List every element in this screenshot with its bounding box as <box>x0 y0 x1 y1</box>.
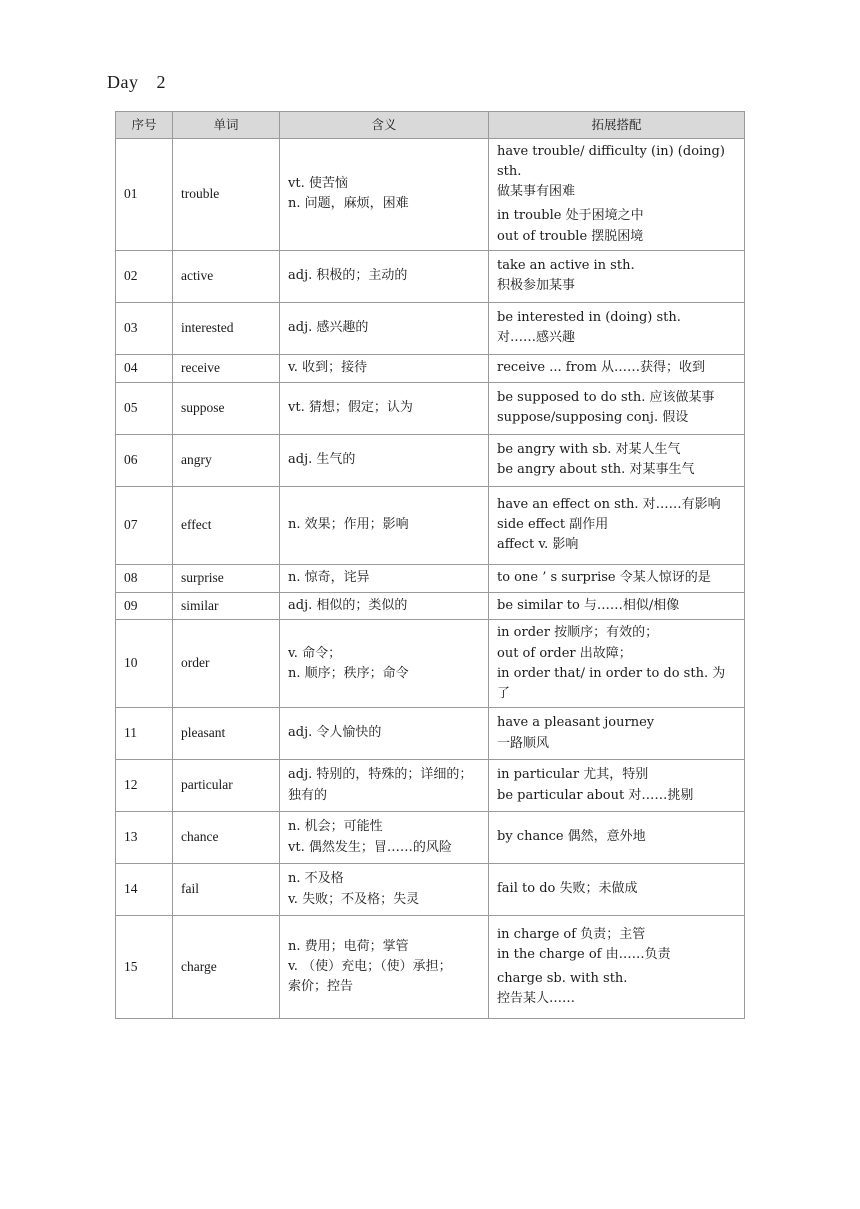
row-expansion <box>489 250 745 302</box>
row-word: receive <box>173 354 280 382</box>
row-meaning <box>280 916 489 1019</box>
meaning-line: adj. 令人愉快的 <box>288 725 382 741</box>
expansion-line: in order 按顺序；有效的； <box>497 625 659 641</box>
meaning-line: adj. 积极的；主动的 <box>288 268 408 284</box>
meaning-line: adj. 特别的，特殊的；详细的； <box>288 767 473 783</box>
row-expansion <box>489 434 745 486</box>
expansion-line: 一路顺风 <box>497 735 550 751</box>
row-expansion <box>489 302 745 354</box>
meaning-line: n. 惊奇，诧异 <box>288 570 370 586</box>
row-number: 04 <box>116 354 173 382</box>
expansion-line: in particular 尤其，特别 <box>497 767 649 783</box>
expansion-line: fail to do 失败；未做成 <box>497 881 638 897</box>
expansion-line: be angry about sth. 对某事生气 <box>497 462 695 478</box>
row-number: 08 <box>116 564 173 592</box>
row-word: interested <box>173 302 280 354</box>
meaning-line: n. 不及格 <box>288 871 344 887</box>
meaning-line: 独有的 <box>288 787 328 803</box>
col-header-meaning: 含义 <box>280 112 489 139</box>
table-row <box>116 812 745 864</box>
row-expansion <box>489 916 745 1019</box>
table-row <box>116 302 745 354</box>
row-number: 02 <box>116 250 173 302</box>
row-word: particular <box>173 760 280 812</box>
row-word: fail <box>173 864 280 916</box>
day-number: 2 <box>156 72 166 92</box>
row-meaning <box>280 708 489 760</box>
row-meaning <box>280 620 489 708</box>
expansion-line: have an effect on sth. 对……有影响 <box>497 496 721 512</box>
row-meaning <box>280 592 489 620</box>
row-number: 07 <box>116 486 173 564</box>
row-word: trouble <box>173 139 280 251</box>
meaning-line: n. 顺序；秩序；命令 <box>288 665 409 681</box>
row-expansion <box>489 382 745 434</box>
row-meaning <box>280 864 489 916</box>
expansion-line: 做某事有困难 <box>497 184 576 200</box>
expansion-line: suppose/supposing conj. 假设 <box>497 410 689 426</box>
row-number: 06 <box>116 434 173 486</box>
row-word: pleasant <box>173 708 280 760</box>
table-row <box>116 564 745 592</box>
table-row <box>116 354 745 382</box>
expansion-line: charge sb. with sth. <box>497 971 628 987</box>
row-number: 15 <box>116 916 173 1019</box>
expansion-line: in the charge of 由……负责 <box>497 946 671 962</box>
meaning-line: v. 收到；接待 <box>288 360 368 376</box>
row-number: 13 <box>116 812 173 864</box>
table-header-row <box>116 112 745 139</box>
expansion-line: 控告某人…… <box>497 991 576 1007</box>
meaning-line: adj. 相似的；类似的 <box>288 597 408 613</box>
row-expansion <box>489 564 745 592</box>
row-expansion <box>489 354 745 382</box>
table-row <box>116 250 745 302</box>
row-meaning <box>280 354 489 382</box>
row-word: effect <box>173 486 280 564</box>
expansion-line: affect v. 影响 <box>497 537 579 553</box>
row-meaning <box>280 486 489 564</box>
day-label: Day <box>107 72 139 92</box>
row-expansion <box>489 620 745 708</box>
expansion-line: be particular about 对……挑剔 <box>497 787 694 803</box>
meaning-line: vt. 猜想；假定；认为 <box>288 400 413 416</box>
table-row <box>116 864 745 916</box>
row-expansion <box>489 812 745 864</box>
meaning-line: n. 效果；作用；影响 <box>288 517 409 533</box>
meaning-line: vt. 使苦恼 <box>288 176 348 192</box>
meaning-line: v. 命令； <box>288 645 342 661</box>
expansion-line: have trouble/ difficulty (in) (doing) sth. <box>497 144 725 180</box>
row-meaning <box>280 434 489 486</box>
col-header-expansion: 拓展搭配 <box>489 112 745 139</box>
vocab-table <box>115 111 745 1019</box>
row-word: surprise <box>173 564 280 592</box>
meaning-line: vt. 偶然发生；冒……的风险 <box>288 839 452 855</box>
table-row <box>116 708 745 760</box>
table-row <box>116 760 745 812</box>
row-expansion <box>489 708 745 760</box>
row-expansion <box>489 760 745 812</box>
col-header-number: 序号 <box>116 112 173 139</box>
row-number: 09 <box>116 592 173 620</box>
row-expansion <box>489 139 745 251</box>
meaning-line: adj. 生气的 <box>288 452 356 468</box>
expansion-line: to one ’ s surprise 令某人惊讶的是 <box>497 570 711 586</box>
table-row <box>116 486 745 564</box>
expansion-line: have a pleasant journey <box>497 715 655 731</box>
row-expansion <box>489 592 745 620</box>
meaning-line: v. （使）充电；（使）承担； <box>288 958 452 974</box>
page-title <box>107 72 166 93</box>
row-number: 03 <box>116 302 173 354</box>
expansion-line: be interested in (doing) sth. <box>497 310 681 326</box>
meaning-line: n. 问题，麻烦，困难 <box>288 196 409 212</box>
meaning-line: n. 费用；电荷；掌管 <box>288 938 409 954</box>
row-meaning <box>280 302 489 354</box>
meaning-line: adj. 感兴趣的 <box>288 320 369 336</box>
row-word: chance <box>173 812 280 864</box>
expansion-line: in charge of 负责；主管 <box>497 926 646 942</box>
expansion-line: side effect 副作用 <box>497 517 609 533</box>
row-meaning <box>280 382 489 434</box>
expansion-line: 积极参加某事 <box>497 278 576 294</box>
row-number: 11 <box>116 708 173 760</box>
row-number: 01 <box>116 139 173 251</box>
expansion-line: take an active in sth. <box>497 258 635 274</box>
row-number: 12 <box>116 760 173 812</box>
meaning-line: n. 机会；可能性 <box>288 819 383 835</box>
table-row <box>116 382 745 434</box>
table-row <box>116 139 745 251</box>
meaning-line: v. 失败；不及格；失灵 <box>288 891 420 907</box>
expansion-line: in order that/ in order to do sth. 为了 <box>497 665 726 701</box>
row-word: active <box>173 250 280 302</box>
col-header-word: 单词 <box>173 112 280 139</box>
row-meaning <box>280 139 489 251</box>
table-row <box>116 620 745 708</box>
row-word: angry <box>173 434 280 486</box>
row-meaning <box>280 564 489 592</box>
expansion-line: be similar to 与……相似/相像 <box>497 597 680 613</box>
row-word: similar <box>173 592 280 620</box>
row-meaning <box>280 250 489 302</box>
table-row <box>116 592 745 620</box>
meaning-line: 索价；控告 <box>288 979 354 995</box>
row-expansion <box>489 486 745 564</box>
expansion-line: receive ... from 从……获得；收到 <box>497 360 706 376</box>
expansion-line: be angry with sb. 对某人生气 <box>497 441 681 457</box>
expansion-line: 对……感兴趣 <box>497 330 576 346</box>
table-row <box>116 434 745 486</box>
row-meaning <box>280 812 489 864</box>
expansion-line: by chance 偶然，意外地 <box>497 829 646 845</box>
row-meaning <box>280 760 489 812</box>
expansion-line: in trouble 处于困境之中 <box>497 208 644 224</box>
expansion-line: out of order 出故障； <box>497 645 632 661</box>
row-word: charge <box>173 916 280 1019</box>
table-row <box>116 916 745 1019</box>
row-number: 05 <box>116 382 173 434</box>
row-expansion <box>489 864 745 916</box>
row-number: 14 <box>116 864 173 916</box>
row-number: 10 <box>116 620 173 708</box>
row-word: suppose <box>173 382 280 434</box>
expansion-line: out of trouble 摆脱困境 <box>497 228 644 244</box>
expansion-line: be supposed to do sth. 应该做某事 <box>497 389 715 405</box>
row-word: order <box>173 620 280 708</box>
